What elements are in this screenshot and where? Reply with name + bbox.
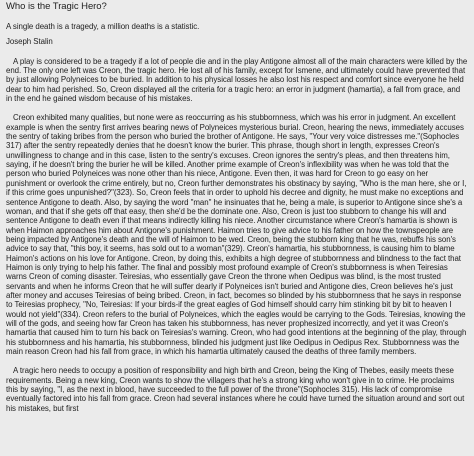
- epigraph-author: Joseph Stalin: [6, 37, 53, 47]
- essay-paragraph-1: A play is considered to be a tragedy if a lot of people die and in the play Antigone almost all of the main characters were killed by the end. The only one left was Creon, the tragic hero. He lost all of his family, except for Ismene, and ultimately could have prevented that by just allowing Polyneices to be buried. In addition to his physical losses he also lost his respect and comfort since everyone he held dear to him had perished. So, Creon displayed all the criteria for a tragic hero: an error in judgment (hamartia), a fall from grace, and in the end he gained wisdom because of his mistakes.: [6, 56, 468, 104]
- essay-paragraph-3: A tragic hero needs to occupy a position of responsibility and high birth and Creon, being the King of Thebes, easily meets these requirements. Being a new king, Creon wants to show the villagers that he's a strong king who won't give in to crime. He proclaims this by saying, "I, as the next in blood, have succeeded to the full power of the throne"(Sophocles 315). His lack of compromise eventually factored into his fall from grace. Creon had several instances where he could have turned the situation around and sort out his mistakes, but first: [6, 366, 465, 413]
- page-title: Who is the Tragic Hero?: [6, 1, 107, 12]
- epigraph-quote: A single death is a tragedy, a million deaths is a statistic.: [6, 22, 200, 31]
- essay-paragraph-2: Creon exhibited many qualities, but none were as reoccurring as his stubbornness, which was his error in judgment. An excellent example is when the sentry first arrives bearing news of Polyneices mysterious burial. Creon, hearing the news, immediately accuses the sentry of taking bribes from the person who buried the brother of Antigone. He says, "Your very voice distresses me."(Sophocles 317) after the sentry repeatedly denies that he doesn't know the burier. This phrase, though short in length, expresses Creon's unwillingness to change and in this case, listen to the sentry's excuses. Creon ignores the sentry's pleas, and then threatens him, saying, if he doesn't bring the burier he will be killed. Another prime example of Creon's inflexibility was when he was told that the person who buried Polyneices was none other than his niece, Antigone. Even then, it was hard for Creon to go easy on her punishment or overlook the crime entirely, but no, Creon further demonstrates his obstinacy by saying, "Who is the man here, she or I, if this crime goes unpunished?"(323). So, Creon feels that in order to uphold his decree and dignity, he must make no exceptions and sentence Antigone to death. Also, by saying the word "man" he insinuates that he, being a male, is superior to Antigone since she's a woman, and that if she gets off that easy, then she'd be the dominate one. Also, Creon is just too stubborn to change his will and sentence Antigone to death even if that means indirectly killing his niece. Another circumstance where Creon's hamartia is shown is when Haimon approaches him about Antigone's punishment. Haimon tries to give advice to his father on how the townspeople are being impacted by Antigone's death and the will of Haimon to be wed. Creon, being the stubborn king that he was, rebuffs his son's advice to say that, "this boy, it seems, has sold out to a woman"(329). Creon's hamartia, his stubbornness, is causing him to blame Haimon's actions on his love for Antigone. Creon, by doing this, exhibits a high degree of stubbornness and blindness to the fact that Haimon is only trying to help his father. The final and possibly most profound example of Creon's stubbornness is when Teiresias warns Creon of coming disaster. Teiresias, who essentially gave Creon the throne when Oedipus was blind, is the most trusted servants and when he informs Creon that he will suffer dearly if Polyneices isn't buried and Antigone dies, Creon believes he's just after money and accuses Teiresias of being bribed. Creon, in fact, becomes so blinded by his stubbornness that he says in response to Teiresias prophecy, "No, Teiresias: If your birds-if the great eagles of God himself should carry him stinking bit by bit to heaven I would not yield"(334). Creon refers to the burial of Polyneices, which the eagles would be carrying to the Gods. Teiresias, knowing the will of the gods, and seeing how far Creon has taken his stubbornness, has never prophesized incorrectly, and yet it was Creon's hamartia that caused him to turn his back on Teiresias's warning. Creon, who had good intentions at the beginning of the play, through his stubbornness and his hamartia, his stubbornness, blinded his judgment just like Oedipus in Oedipus Rex. Stubbornness was the main reason Creon had his fall from grace, in which his hamartia ultimately caused the deaths of three family members.: [6, 113, 467, 356]
